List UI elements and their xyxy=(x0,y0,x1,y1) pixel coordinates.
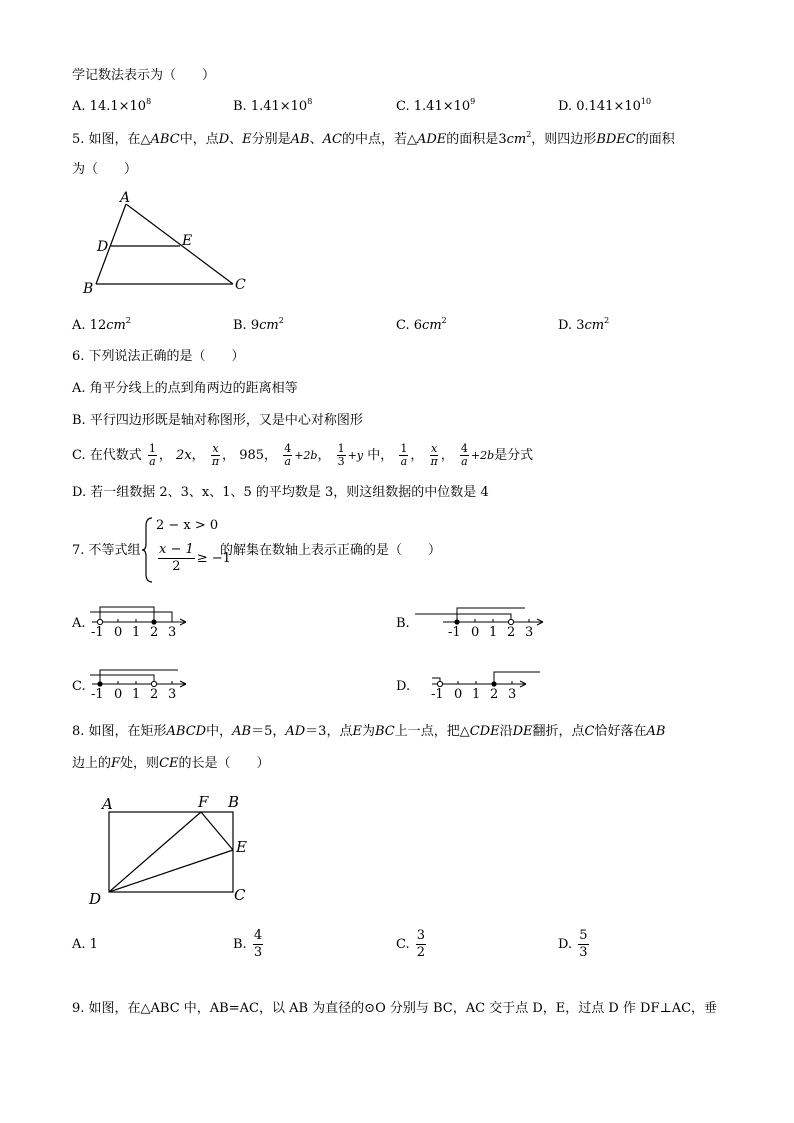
q8-label-c: C xyxy=(234,886,246,904)
tick-label: 1 xyxy=(132,625,141,640)
q6-stem: 6. 下列说法正确的是（ ） xyxy=(72,349,245,364)
tick-label: 0 xyxy=(454,687,463,702)
q5-stem-line1: 5. 如图，在△ABC中，点D、E分别是AB、AC的中点，若△ADE的面积是$3cm^2$，则四边形BDEC的面积 xyxy=(72,130,675,147)
q7-option-c-label: C. xyxy=(72,679,86,694)
q7-option-a-label: A. xyxy=(72,616,86,631)
q4-stem-tail: 学记数法表示为（ ） xyxy=(72,68,216,83)
q7-inequality-1: 2 − x > 0 xyxy=(156,518,219,533)
q8-label-e: E xyxy=(236,838,247,856)
q7-system-brace xyxy=(142,516,154,584)
tick-label: -1 xyxy=(431,687,444,702)
q9-stem: 9. 如图，在△ABC 中，AB=AC，以 AB 为直径的⊙O 分别与 BC，AC 交于点 D，E，过点 D 作 DF⊥AC，垂 xyxy=(72,1001,718,1016)
q5-label-c: C xyxy=(235,277,246,293)
tick-label: 0 xyxy=(471,625,480,640)
tick-label: 3 xyxy=(168,625,177,640)
tick-label: 2 xyxy=(507,625,516,640)
q7-numberline-a xyxy=(88,600,198,642)
q5-option-d: D. $3cm^2$ xyxy=(558,316,610,333)
tick-label: 3 xyxy=(168,687,177,702)
q5-triangle-figure xyxy=(78,186,254,298)
tick-label: 2 xyxy=(150,687,159,702)
q8-label-a: A xyxy=(102,795,113,813)
tick-label: -1 xyxy=(448,625,461,640)
tick-label: 2 xyxy=(150,625,159,640)
q5-label-a: A xyxy=(120,190,131,206)
q4-option-d: D. $0.141\times 10^{10}$ xyxy=(558,97,652,114)
tick-label: -1 xyxy=(91,687,104,702)
q5-stem-line2: 为（ ） xyxy=(72,162,138,177)
tick-label: 3 xyxy=(508,687,517,702)
q6-option-c: C. 在代数式 $\frac{1}{a}$ ， 2x， $\frac{x}{\pi}$ ， 985， $\frac{4}{a}$ +2b， $\frac{1}{3}$ +y 中， $\frac{1}{a}$ ， $\frac{x}{\pi}$ ， $\frac{4}{a}$ +2b是分式 xyxy=(72,442,534,468)
q8-stem-line2: 边上的F处，则CE的长是（ ） xyxy=(72,756,270,771)
q5-option-c: C. $6cm^2$ xyxy=(396,316,447,333)
q7-stem-pre: 7. 不等式组 xyxy=(72,543,141,558)
q8-label-b: B xyxy=(228,793,240,811)
q8-label-d: D xyxy=(89,890,102,908)
q6-option-d: D. 若一组数据 2、3、x、1、5 的平均数是 3，则这组数据的中位数是 4 xyxy=(72,485,489,500)
q7-numberline-c xyxy=(88,662,198,704)
q7-stem-post: 的解集在数轴上表示正确的是（ ） xyxy=(220,543,442,558)
q8-option-a: A. 1 xyxy=(72,937,98,952)
q5-option-a: A. $12cm^2$ xyxy=(72,316,131,333)
q4-option-b: B. $1.41\times 10^8$ xyxy=(233,97,313,114)
tick-label: 2 xyxy=(490,687,499,702)
q8-option-b: B. $\frac{4}{3}$ xyxy=(233,928,263,960)
q5-label-b: B xyxy=(83,281,94,297)
q5-label-d: D xyxy=(97,239,109,255)
q5-label-e: E xyxy=(182,233,193,249)
q8-option-c: C. $\frac{3}{2}$ xyxy=(396,928,426,960)
q7-option-d-label: D. xyxy=(396,679,411,694)
q8-label-f: F xyxy=(198,793,209,811)
q8-option-d: D. $\frac{5}{3}$ xyxy=(558,928,588,960)
tick-label: -1 xyxy=(91,625,104,640)
tick-label: 0 xyxy=(114,687,123,702)
tick-label: 1 xyxy=(132,687,141,702)
q7-inequality-2: $\frac{x - 1}{2}$ ≥ −1 xyxy=(159,542,231,574)
q6-option-b: B. 平行四边形既是轴对称图形，又是中心对称图形 xyxy=(72,413,363,428)
q4-option-c: C. $1.41\times 10^9$ xyxy=(396,97,476,114)
tick-label: 3 xyxy=(525,625,534,640)
tick-label: 0 xyxy=(114,625,123,640)
q4-option-a: A. $14.1\times 10^8$ xyxy=(72,97,152,114)
tick-label: 1 xyxy=(472,687,481,702)
q6-option-a: A. 角平分线上的点到角两边的距离相等 xyxy=(72,381,298,396)
q7-numberline-d xyxy=(428,662,546,704)
tick-label: 1 xyxy=(489,625,498,640)
q8-rectangle-figure xyxy=(86,790,262,912)
q7-numberline-b xyxy=(413,600,549,642)
q5-option-b: B. $9cm^2$ xyxy=(233,316,284,333)
q8-stem-line1: 8. 如图，在矩形ABCD中，AB＝5，AD＝3，点E为BC上一点，把△CDE沿DE翻折，点C恰好落在AB xyxy=(72,724,666,739)
q7-option-b-label: B. xyxy=(396,616,410,631)
